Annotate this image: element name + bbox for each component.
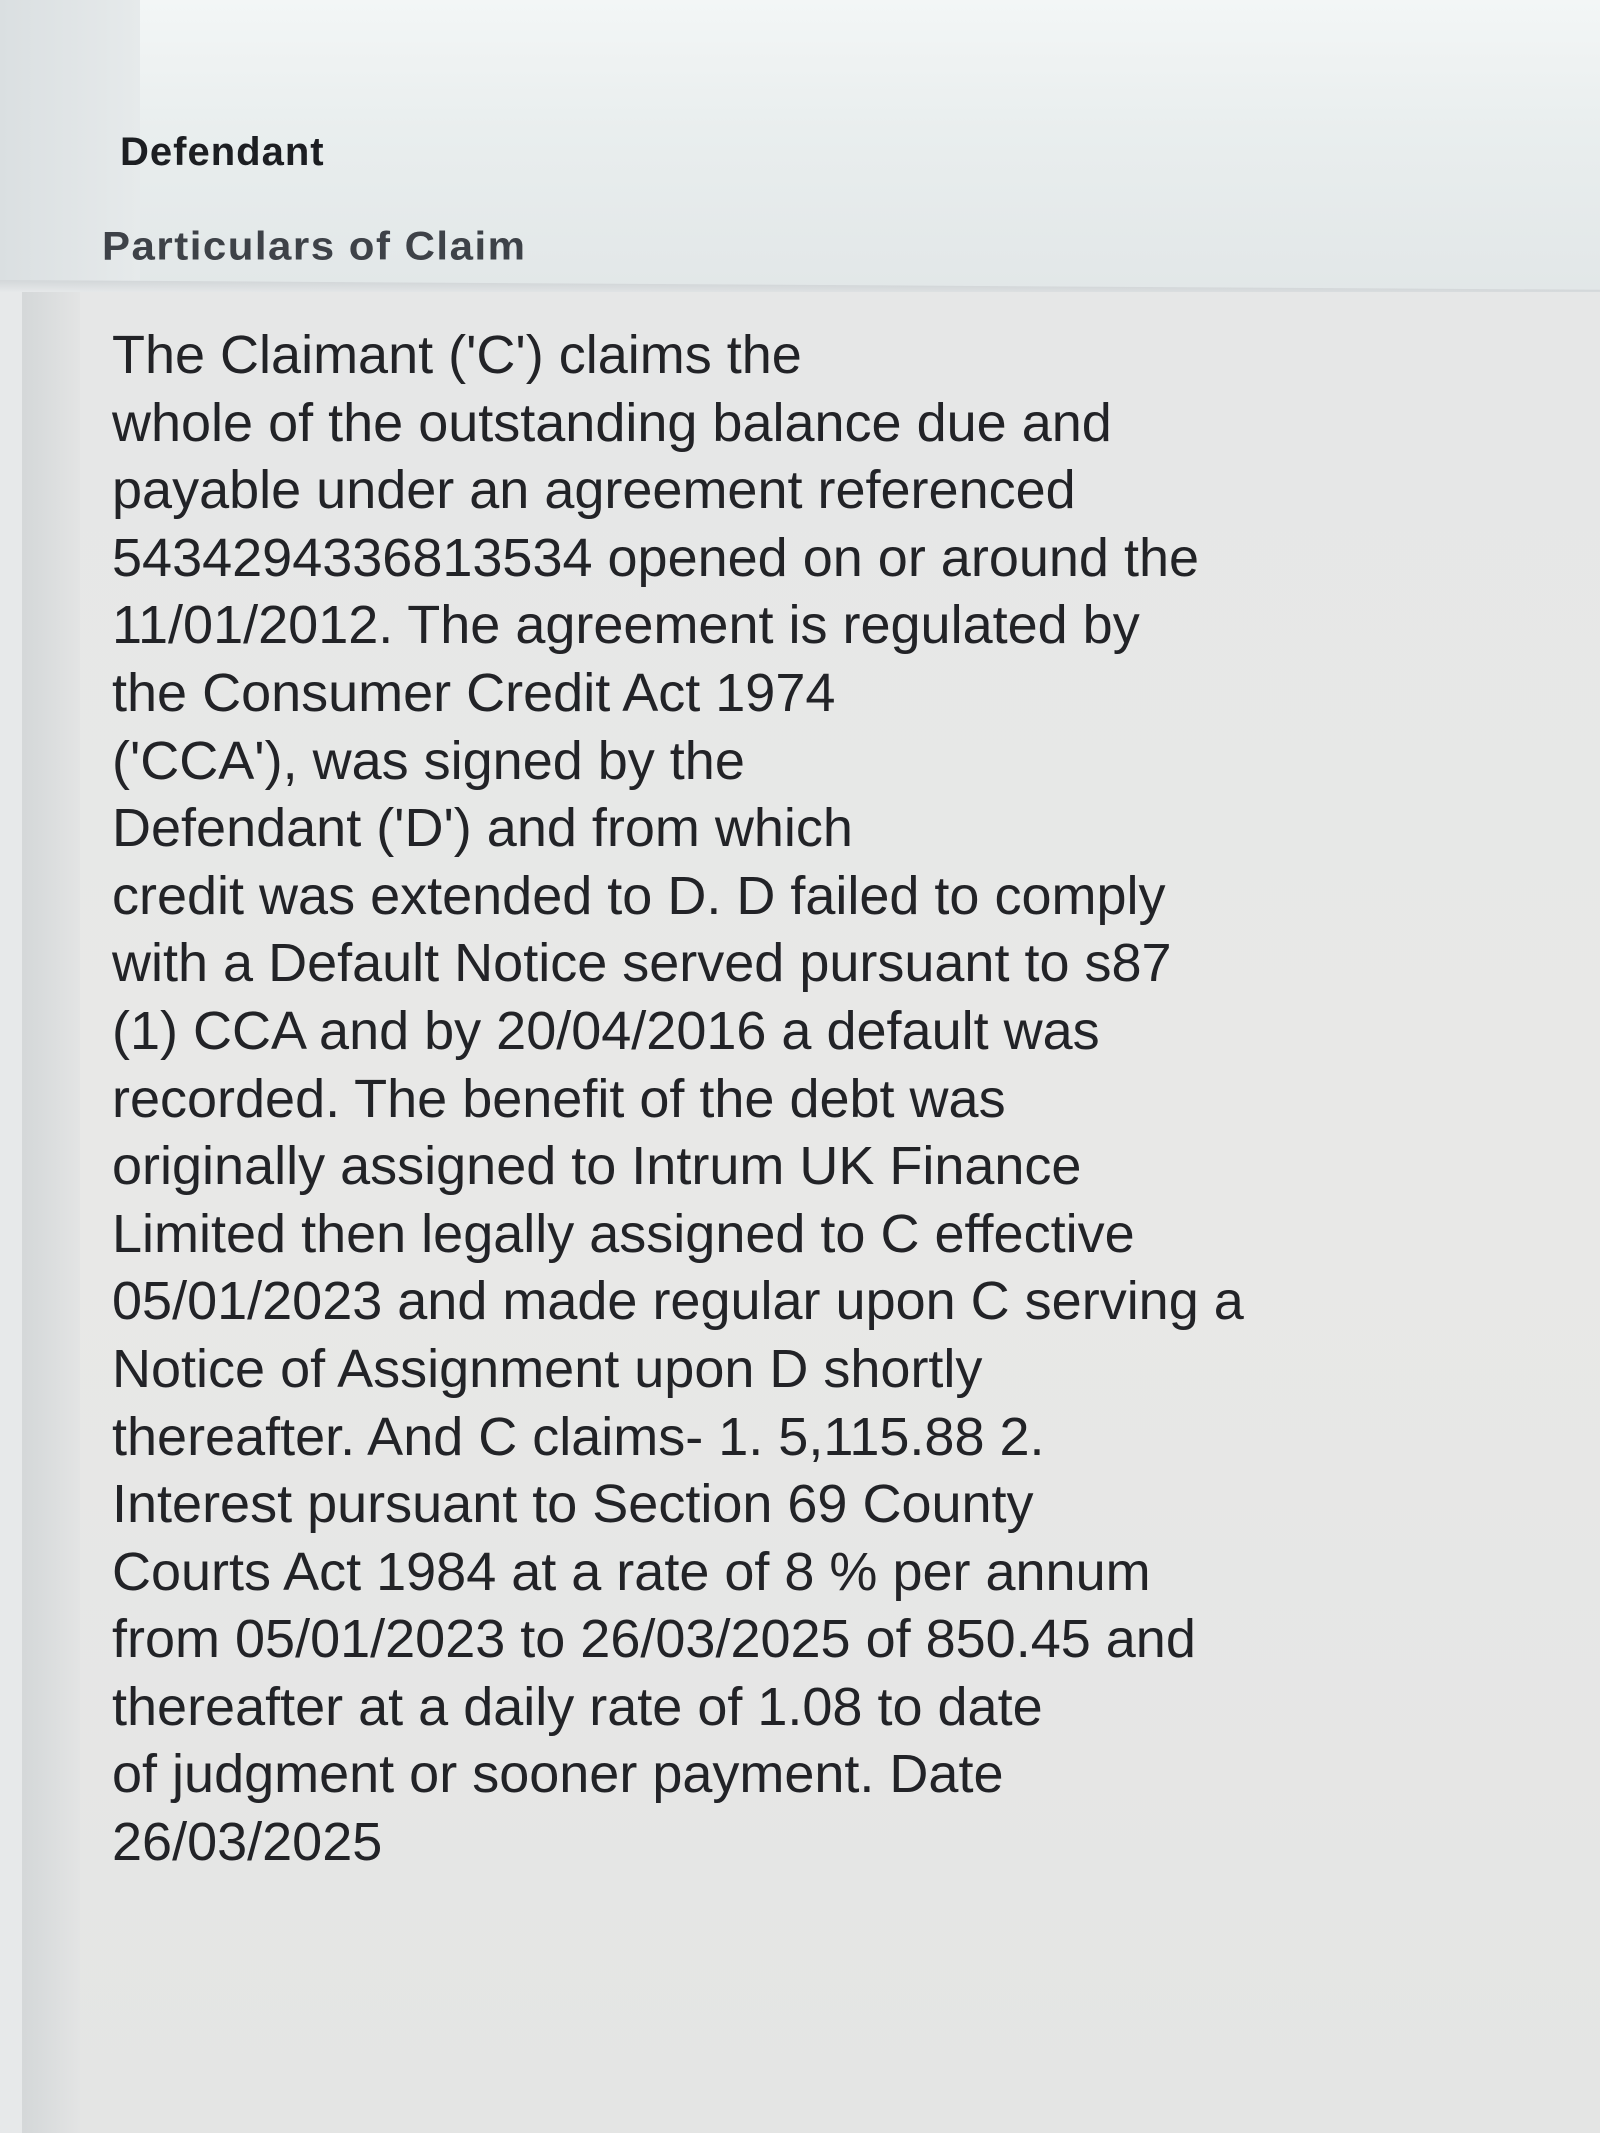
claim-line: credit was extended to D. D failed to comply xyxy=(112,865,1166,926)
claim-line: originally assigned to Intrum UK Finance xyxy=(112,1136,1082,1197)
claim-line: The Claimant ('C') claims the xyxy=(112,325,802,385)
claim-line: Defendant ('D') and from which xyxy=(112,798,853,859)
claim-line: recorded. The benefit of the debt was xyxy=(112,1068,1006,1129)
claim-line: Limited then legally assigned to C effective xyxy=(112,1203,1135,1264)
claim-line: Interest pursuant to Section 69 County xyxy=(112,1474,1034,1535)
claim-line: of judgment or sooner payment. Date xyxy=(112,1744,1004,1805)
claim-line: with a Default Notice served pursuant to s87 xyxy=(112,933,1172,994)
claim-line: Notice of Assignment upon D shortly xyxy=(112,1338,983,1399)
defendant-label: Defendant xyxy=(120,130,325,174)
claim-line: Courts Act 1984 at a rate of 8 % per annum xyxy=(112,1541,1151,1602)
claim-line: thereafter. And C claims- 1. 5,115.88 2. xyxy=(112,1406,1045,1467)
claim-line: from 05/01/2023 to 26/03/2025 of 850.45 and xyxy=(112,1609,1196,1670)
claim-line: 5434294336813534 opened on or around the xyxy=(112,527,1200,588)
claim-line: payable under an agreement referenced xyxy=(112,460,1076,521)
claim-text xyxy=(112,322,1412,1877)
claim-line: thereafter at a daily rate of 1.08 to date xyxy=(112,1676,1043,1737)
claim-line: 11/01/2012. The agreement is regulated by xyxy=(112,595,1140,656)
claim-line: ('CCA'), was signed by the xyxy=(112,730,745,791)
claim-line: (1) CCA and by 20/04/2016 a default was xyxy=(112,1000,1100,1061)
claim-line: 05/01/2023 and made regular upon C serving a xyxy=(112,1271,1244,1332)
claim-line: 26/03/2025 xyxy=(112,1812,383,1873)
claim-line: whole of the outstanding balance due and xyxy=(112,392,1112,453)
particulars-of-claim-title: Particulars of Claim xyxy=(102,223,527,268)
sheet-left-edge xyxy=(0,292,22,2133)
claim-line: the Consumer Credit Act 1974 xyxy=(112,662,836,723)
